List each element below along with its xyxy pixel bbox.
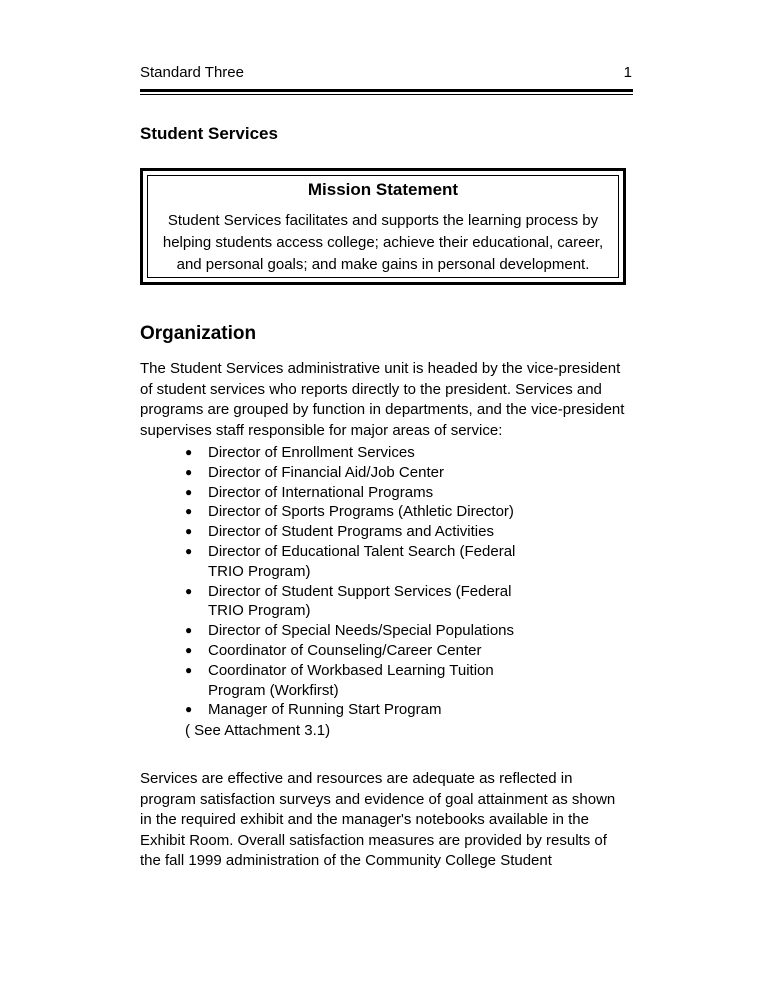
- list-item-text: Director of Enrollment Services: [208, 444, 415, 461]
- bullet-icon: ●: [185, 524, 193, 539]
- paragraph-line: the fall 1999 administration of the Community College Student: [140, 852, 552, 869]
- list-item-text: Coordinator of Counseling/Career Center: [208, 641, 482, 659]
- list-item-text: Director of International Programs: [208, 483, 434, 501]
- list-item: [185, 582, 515, 622]
- attachment-note: ( See Attachment 3.1): [185, 722, 331, 739]
- list-item-text: Coordinator of Workbased Learning Tuition: [208, 661, 494, 679]
- paragraph-line: of student services who reports directly to the president. Services and: [140, 380, 602, 398]
- bullet-icon: ●: [185, 623, 193, 638]
- bullet-icon: ●: [185, 642, 193, 657]
- mission-title: Mission Statement: [307, 180, 459, 199]
- staff-list: [185, 443, 515, 720]
- paragraph-line: programs are grouped by function in departments, and the vice-president: [140, 401, 625, 418]
- list-item: [185, 661, 515, 701]
- list-item: [185, 502, 515, 522]
- bullet-icon: ●: [185, 702, 193, 717]
- bullet-icon: ●: [185, 464, 193, 479]
- organization-intro-paragraph: [140, 359, 640, 441]
- list-item-text: Director of Sports Programs (Athletic Director): [208, 503, 514, 521]
- paragraph-line: Services are effective and resources are adequate as reflected in: [140, 770, 573, 787]
- section-title: Student Services: [140, 124, 278, 143]
- list-item: [185, 542, 515, 582]
- list-item: [185, 483, 515, 503]
- bullet-icon: ●: [185, 484, 193, 499]
- paragraph-line: Exhibit Room. Overall satisfaction measures are provided by results of: [140, 831, 607, 849]
- list-item: [185, 443, 515, 463]
- list-item-text: Manager of Running Start Program: [208, 701, 442, 719]
- closing-paragraph: [140, 769, 650, 872]
- bullet-icon: ●: [185, 504, 193, 519]
- list-item: [185, 463, 515, 483]
- list-item: [185, 700, 515, 720]
- paragraph-line: supervises staff responsible for major areas of service:: [140, 421, 503, 439]
- paragraph-line: in the required exhibit and the manager's notebooks available in the: [140, 811, 589, 828]
- list-item-text: Director of Educational Talent Search (Federal: [208, 542, 516, 560]
- mission-line: helping students access college; achieve their educational, career,: [162, 234, 604, 251]
- list-item: [185, 641, 515, 661]
- bullet-icon: ●: [185, 445, 193, 459]
- list-item-text: Director of Financial Aid/Job Center: [208, 463, 444, 481]
- page-number: 1: [623, 64, 632, 81]
- header-title: Standard Three: [140, 64, 244, 81]
- mission-line: and personal goals; and make gains in personal development.: [176, 256, 590, 273]
- mission-text: [153, 210, 613, 276]
- list-item-text: TRIO Program): [208, 602, 311, 620]
- list-item: [185, 621, 515, 641]
- mission-line: Student Services facilitates and supports the learning process by: [167, 212, 599, 229]
- header-rule-thick: [140, 89, 633, 92]
- mission-statement-box: [140, 168, 626, 285]
- list-item-text: Director of Student Programs and Activities: [208, 523, 494, 541]
- list-item-text: Program (Workfirst): [208, 681, 339, 699]
- paragraph-line: program satisfaction surveys and evidence of goal attainment as shown: [140, 790, 616, 808]
- list-item-text: TRIO Program): [208, 562, 311, 580]
- bullet-icon: ●: [185, 583, 193, 598]
- list-item-text: Director of Student Support Services (Federal: [208, 582, 512, 600]
- paragraph-line: The Student Services administrative unit is headed by the vice-president: [140, 360, 621, 377]
- page-header: [140, 64, 632, 84]
- header-rule-thin: [140, 94, 633, 95]
- list-item-text: Director of Special Needs/Special Populations: [208, 622, 514, 640]
- bullet-icon: ●: [185, 543, 193, 558]
- organization-heading: Organization: [140, 323, 257, 344]
- list-item: [185, 522, 515, 542]
- bullet-icon: ●: [185, 662, 193, 677]
